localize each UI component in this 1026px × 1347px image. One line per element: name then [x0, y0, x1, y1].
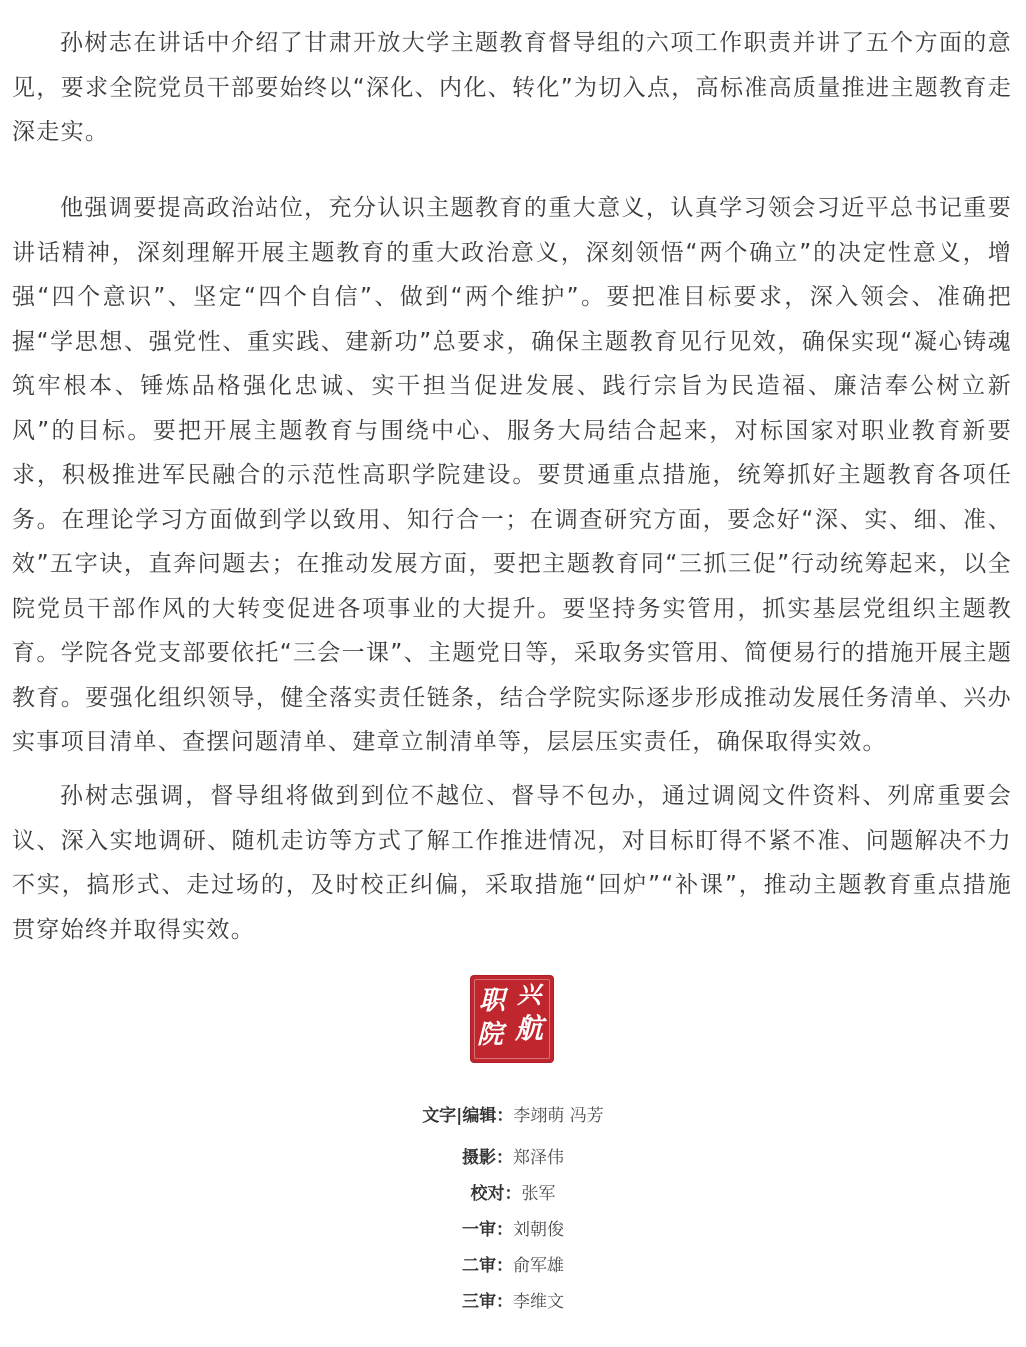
credit-value: 张军	[521, 1184, 556, 1204]
credit-review-1	[0, 1218, 1026, 1242]
credit-value: 刘朝俊	[513, 1220, 564, 1240]
credit-value: 俞军雄	[513, 1256, 564, 1276]
credit-value: 李维文	[513, 1292, 564, 1312]
seal-char: 航	[515, 1012, 544, 1045]
seal-char: 兴	[517, 980, 541, 1009]
paragraph-1: 孙树志在讲话中介绍了甘肃开放大学主题教育督导组的六项工作职责并讲了五个方面的意见，要求全院党员干部要始终以“深化、内化、转化”为切入点，高标准高质量推进主题教育走深走实。	[12, 30, 1012, 145]
credit-editor	[0, 1104, 1026, 1128]
credit-review-2	[0, 1254, 1026, 1278]
credit-proofread	[0, 1182, 1026, 1206]
seal-char: 院	[477, 1020, 504, 1050]
credit-label: 三审：	[462, 1292, 513, 1312]
credit-review-3	[0, 1290, 1026, 1314]
credit-photo	[0, 1146, 1026, 1170]
credit-label: 二审：	[462, 1256, 513, 1276]
credit-label: 校对：	[470, 1184, 522, 1204]
paragraph-3: 孙树志强调，督导组将做到到位不越位、督导不包办，通过调阅文件资料、列席重要会议、深入实地调研、随机走访等方式了解工作推进情况，对目标盯得不紧不准、问题解决不力不实，搞形式、走过场的，及时校正纠偏，采取措施“回炉”“补课”，推动主题教育重点措施贯穿始终并取得实效。	[12, 783, 1012, 943]
credit-value: 郑泽伟	[513, 1148, 564, 1168]
paragraph-2: 他强调要提高政治站位，充分认识主题教育的重大意义，认真学习领会习近平总书记重要讲话精神，深刻理解开展主题教育的重大政治意义，深刻领悟“两个确立”的决定性意义，增强“四个意识”、坚定“四个自信”、做到“两个维护”。要把准目标要求，深入领会、准确把握“学思想、强党性、重实践、建新功”总要求，确保主题教育见行见效，确保实现“凝心铸魂筑牢根本、锤炼品格强化忠诚、实干担当促进发展、践行宗旨为民造福、廉洁奉公树立新风”的目标。要把开展主题教育与围绕中心、服务大局结合起来，对标国家对职业教育新要求，积极推进军民融合的示范性高职学院建设。要贯通重点措施，统筹抓好主题教育各项任务。在理论学习方面做到学以致用、知行合一；在调查研究方面，要念好“深、实、细、准、效”五字诀，直奔问题去；在推动发展方面，要把主题教育同“三抓三促”行动统筹起来，以全院党员干部作风的大转变促进各项事业的大提升。要坚持务实管用，抓实基层党组织主题教育。学院各党支部要依托“三会一课”、主题党日等，采取务实管用、简便易行的措施开展主题教育。要强化组织领导，健全落实责任链条，结合学院实际逐步形成推动发展任务清单、兴办实事项目清单、查摆问题清单、建章立制清单等，层层压实责任，确保取得实效。	[12, 195, 1012, 755]
school-seal-logo	[471, 976, 553, 1062]
credit-label: 文字|编辑：	[422, 1106, 514, 1126]
credit-value: 李翊萌 冯芳	[513, 1106, 604, 1126]
credit-label: 一审：	[462, 1220, 513, 1240]
seal-char: 职	[479, 986, 506, 1016]
credit-label: 摄影：	[462, 1148, 513, 1168]
